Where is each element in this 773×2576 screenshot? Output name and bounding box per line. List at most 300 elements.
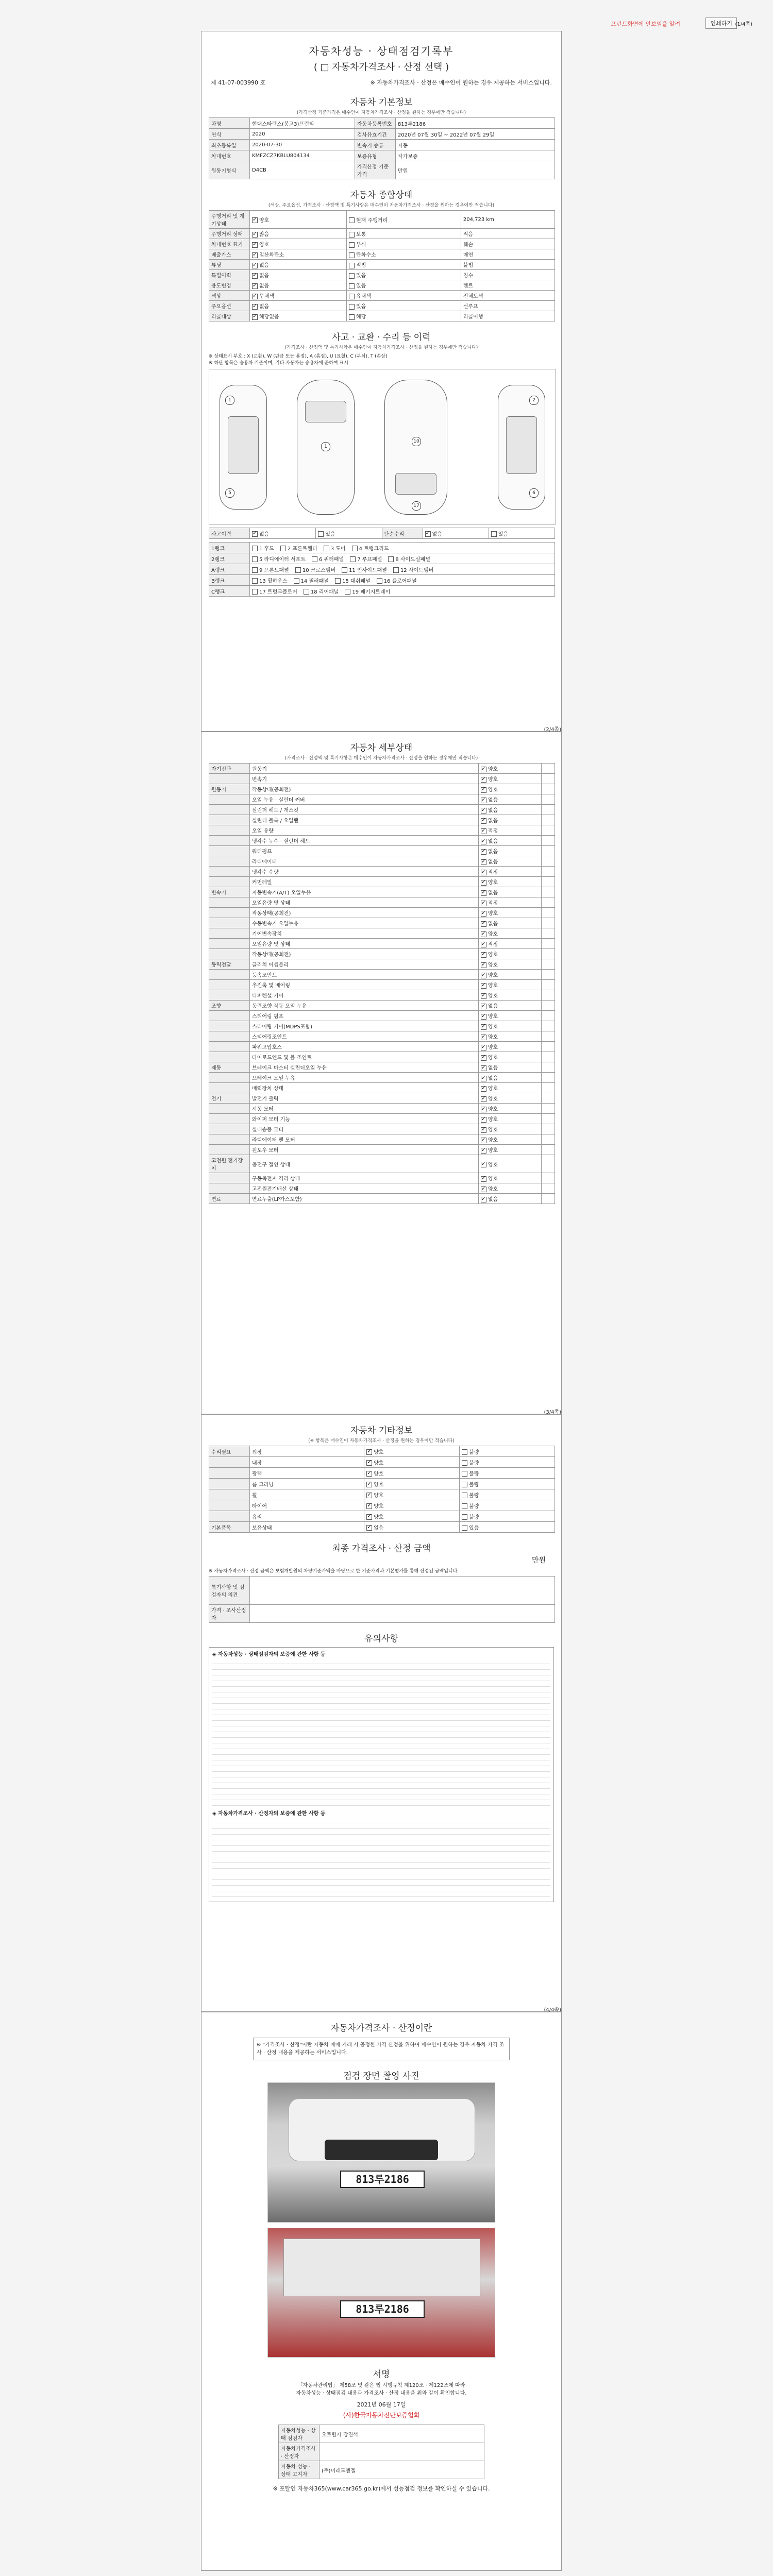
check-label: 없음 — [259, 273, 270, 279]
check-cell — [250, 280, 347, 291]
check-label: 양호 — [374, 1471, 384, 1477]
table-row — [209, 1062, 555, 1073]
table-cell — [542, 764, 555, 774]
table-cell: 휠 — [250, 1489, 364, 1500]
table-cell: 주행거리 및 계기상태 — [209, 211, 250, 229]
check-icon — [481, 1024, 486, 1030]
table-cell — [209, 1104, 250, 1114]
check-icon — [462, 1471, 467, 1477]
check-cell — [478, 1083, 541, 1093]
table-cell: 전체도색 — [461, 291, 554, 301]
check-cell — [347, 229, 461, 239]
table-cell: A랭크 — [209, 564, 250, 575]
check-icon — [491, 531, 497, 537]
check-label: 양호 — [488, 767, 498, 772]
basic-info-table — [209, 117, 555, 179]
check-icon — [481, 1148, 486, 1154]
check-icon — [388, 556, 394, 562]
check-icon — [366, 1482, 372, 1487]
table-row — [209, 1446, 555, 1457]
table-row — [209, 1114, 555, 1124]
check-label: 양호 — [488, 1035, 498, 1040]
table-cell — [209, 1114, 250, 1124]
table-cell: 원동기 — [209, 784, 250, 794]
check-cell — [364, 1457, 460, 1468]
table-cell — [209, 1073, 250, 1083]
table-cell — [542, 1104, 555, 1114]
table-cell — [209, 815, 250, 825]
table-cell: 냉각수 누수 · 실린더 헤드 — [250, 836, 479, 846]
table-row — [209, 1489, 555, 1500]
text-line — [212, 1790, 550, 1794]
check-icon — [252, 232, 258, 238]
check-label: 양호 — [259, 242, 270, 248]
table-cell: 고전원전기배선 상태 — [250, 1183, 479, 1194]
check-icon — [352, 546, 358, 551]
table-cell: 오토원카 강진석 — [320, 2425, 484, 2443]
check-cell — [478, 815, 541, 825]
check-icon — [481, 973, 486, 978]
doc-title: 자동차성능 · 상태점검기록부 — [309, 45, 454, 57]
table-cell: 차대번호 — [209, 150, 250, 161]
print-button[interactable]: 인쇄하기 — [705, 18, 737, 29]
check-icon — [481, 993, 486, 999]
table-cell: 스티어링 기어(MDPS포함) — [250, 1021, 479, 1031]
check-cell — [478, 1052, 541, 1062]
table-cell: 클러치 어셈블리 — [250, 959, 479, 970]
car-right-side — [498, 385, 545, 510]
table-row — [209, 270, 555, 280]
table-cell — [542, 1145, 555, 1155]
check-label: 없음 — [488, 818, 498, 824]
text-line — [212, 1773, 550, 1777]
table-cell: 연식 — [209, 129, 250, 140]
check-icon — [349, 242, 355, 248]
table-cell: 시동 모터 — [250, 1104, 479, 1114]
table-cell: KMFZCZ7KBLU804134 — [250, 150, 355, 161]
table-cell: 광택 — [250, 1468, 364, 1479]
table-cell — [542, 908, 555, 918]
table-cell — [542, 918, 555, 928]
check-icon — [481, 983, 486, 989]
check-cell — [460, 1446, 555, 1457]
table-cell: 타이어 — [250, 1500, 364, 1511]
check-icon — [335, 578, 341, 584]
table-cell — [209, 794, 250, 805]
check-label: 불량 — [469, 1471, 479, 1477]
table-row — [209, 129, 555, 140]
text-line — [212, 1745, 550, 1749]
check-icon — [366, 1460, 372, 1466]
panel-list — [250, 586, 555, 597]
check-cell — [478, 794, 541, 805]
check-icon — [349, 294, 355, 299]
table-cell: B랭크 — [209, 575, 250, 586]
table-row — [209, 897, 555, 908]
check-label: 양호 — [374, 1449, 384, 1455]
check-label: 없음 — [488, 921, 498, 927]
accident-sub: (가격조사 · 산정액 및 특기사항은 매수인이 자동차가격조사 · 산정을 원하는 경우에만 적습니다) — [284, 345, 478, 350]
text-line — [212, 1683, 550, 1687]
check-cell — [250, 239, 347, 249]
table-row — [209, 918, 555, 928]
text-line — [212, 1666, 550, 1670]
check-icon — [481, 1117, 486, 1123]
check-cell — [478, 774, 541, 784]
check-cell — [364, 1446, 460, 1457]
check-label: 불량 — [469, 1449, 479, 1455]
table-cell: 수동변속기 오일누유 — [250, 918, 479, 928]
text-line — [212, 1734, 550, 1738]
table-cell — [542, 980, 555, 990]
table-row — [209, 939, 555, 949]
text-line — [212, 1802, 550, 1806]
check-icon — [481, 1065, 486, 1071]
check-label: 양호 — [488, 1148, 498, 1154]
check-cell — [347, 260, 461, 270]
price-sub: ※ 자동차가격조사 · 산정 금액은 보험개발원의 차량기준가액을 바탕으로 한 기준가격과 기본평가를 통해 산정된 금액입니다. — [209, 1569, 459, 1574]
check-icon — [481, 952, 486, 958]
check-label: 적법 — [356, 263, 366, 268]
table-row — [209, 301, 555, 311]
table-row — [209, 553, 555, 564]
check-icon — [393, 567, 399, 573]
footer-note: ※ 포탈인 자동차365(www.car365.go.kr)에서 성능점검 정보를 확인하실 수 있습니다. — [273, 2485, 490, 2492]
text-line — [212, 1711, 550, 1715]
table-cell: 자동차성능 · 상태 점검자 — [279, 2425, 320, 2443]
table-cell: C랭크 — [209, 586, 250, 597]
table-cell: 스티어링 펌프 — [250, 1011, 479, 1021]
check-label: 무채색 — [259, 294, 274, 299]
plate-rear: 813루2186 — [340, 2300, 425, 2318]
check-icon — [377, 578, 382, 584]
text-line — [212, 1768, 550, 1772]
check-icon — [252, 589, 258, 595]
status-table — [209, 210, 555, 321]
check-label: 양호 — [488, 1055, 498, 1061]
check-icon — [481, 921, 486, 927]
check-cell — [347, 249, 461, 260]
table-cell — [542, 1021, 555, 1031]
check-icon — [349, 283, 355, 289]
table-cell: 브레이크 오일 누유 — [250, 1073, 479, 1083]
table-row — [209, 1173, 555, 1183]
table-row — [209, 260, 555, 270]
page-1 — [201, 31, 562, 732]
table-row — [209, 1104, 555, 1114]
text-line — [212, 1887, 550, 1891]
check-cell — [250, 229, 347, 239]
sign-org: (사)한국자동차진단보증협회 — [343, 2412, 420, 2419]
check-icon — [252, 283, 258, 289]
check-icon — [366, 1503, 372, 1509]
text-line — [212, 1705, 550, 1709]
panel-label: 11 인사이드패널 — [349, 567, 387, 573]
check-label: 양호 — [488, 787, 498, 793]
check-cell — [460, 1479, 555, 1489]
table-cell: 자동차가격조사 · 산정자 — [279, 2443, 320, 2461]
table-row — [209, 586, 555, 597]
table-cell: 2020-07-30 — [250, 140, 355, 150]
check-cell — [478, 1093, 541, 1104]
table-cell: 튜닝 — [209, 260, 250, 270]
table-row — [209, 1457, 555, 1468]
check-icon — [304, 589, 309, 595]
table-row — [209, 575, 555, 586]
table-cell: 연료누출(LP가스포함) — [250, 1194, 479, 1204]
table-cell: 용도변경 — [209, 280, 250, 291]
check-cell — [250, 260, 347, 270]
car-window — [506, 416, 537, 474]
table-row — [209, 1500, 555, 1511]
table-cell: 브레이크 마스터 실린더오일 누유 — [250, 1062, 479, 1073]
check-icon — [481, 1076, 486, 1081]
table-row — [209, 291, 555, 301]
check-label: 없음 — [488, 1076, 498, 1081]
table-cell: 등속조인트 — [250, 970, 479, 980]
table-cell: (주)미래드엔젤 — [320, 2461, 484, 2479]
check-icon — [462, 1493, 467, 1498]
table-cell: 주요옵션 — [209, 301, 250, 311]
check-icon — [349, 217, 355, 223]
basic-info-sub: (가격산정 기준가격은 매수인이 자동차가격조사 · 산정을 원하는 경우에만 적습니다) — [296, 110, 466, 115]
panel-label: 15 대쉬패널 — [342, 578, 371, 584]
table-cell: 침수 — [461, 270, 554, 280]
check-cell — [478, 990, 541, 1001]
other-sub: (※ 항목은 매수인이 자동차가격조사 · 산정을 원하는 경우에만 적습니다) — [308, 1438, 455, 1444]
check-cell — [460, 1500, 555, 1511]
check-label: 유채색 — [356, 294, 371, 299]
check-label: 적정 — [488, 828, 498, 834]
table-cell — [209, 1042, 250, 1052]
table-cell: 룸 크리닝 — [250, 1479, 364, 1489]
check-label: 없음 — [259, 304, 270, 310]
panel-label: 8 사이드실패널 — [395, 556, 430, 563]
panel-label: 1 후드 — [259, 546, 274, 552]
panel-label: 13 휠하우스 — [259, 578, 288, 584]
check-cell — [478, 846, 541, 856]
panel-label: 2 프론트휀더 — [287, 546, 317, 552]
text-line — [212, 1825, 550, 1829]
sign-title: 서명 — [373, 2369, 390, 2380]
text-line — [212, 1796, 550, 1800]
check-icon — [481, 818, 486, 824]
check-cell — [250, 291, 347, 301]
check-cell — [250, 211, 347, 229]
flag-accident: 사고이력 — [209, 528, 250, 539]
sign-text: 「자동차관리법」 제58조 및 같은 법 시행규칙 제120조 · 제122조에 따라 — [297, 2383, 465, 2388]
check-icon — [349, 304, 355, 310]
check-icon — [481, 931, 486, 937]
car-rear-window — [395, 473, 436, 495]
check-cell — [478, 1173, 541, 1183]
table-cell — [542, 990, 555, 1001]
check-icon — [481, 1176, 486, 1182]
table-row — [209, 311, 555, 321]
table-cell — [209, 867, 250, 877]
check-icon — [481, 839, 486, 844]
check-icon — [252, 556, 258, 562]
table-cell: 자가보증 — [395, 150, 554, 161]
other-table: 수리필요 외장 ✓ 양호 불량 내장 ✓ 양호 불량 광택 ✓ 양호 불량 룸 크리닝 ✓ 양호 불량 휠 ✓ 양호 불량 타이어 ✓ 양호 불량 유리 ✓ 양호 불량 기본품목 보유상태 ✓ 없음 있음 — [209, 1446, 555, 1533]
check-cell — [478, 918, 541, 928]
check-label: 부식 — [356, 242, 366, 248]
car-diagram — [209, 369, 556, 524]
table-cell: 냉각수 수량 — [250, 867, 479, 877]
table-cell: 충전구 절연 상태 — [250, 1155, 479, 1173]
table-cell — [542, 1183, 555, 1194]
table-row — [209, 959, 555, 970]
check-label: 없음 — [488, 1004, 498, 1009]
check-cell — [478, 1062, 541, 1073]
check-label: 양호 — [259, 217, 270, 224]
table-row — [209, 140, 555, 150]
check-cell — [347, 301, 461, 311]
table-cell: 고전원 전기장치 — [209, 1155, 250, 1173]
table-cell: 구동축전지 격리 상태 — [250, 1173, 479, 1183]
text-line — [212, 1694, 550, 1698]
check-label: 양호 — [488, 1086, 498, 1092]
sign-table — [278, 2425, 484, 2479]
intro-text: ※ "가격조사 · 산정"이란 자동차 매매 거래 시 공정한 가격 산정을 위하여 매수인이 원하는 경우 자동차 가격 조사 · 산정 내용을 제공하는 서비스입니다. — [257, 2042, 505, 2056]
check-icon — [481, 777, 486, 783]
sign-text-2: 자동차성능 · 상태점검 내용과 가격조사 · 산정 내용을 위와 같이 확인합니다. — [296, 2391, 467, 2396]
table-cell: D4CB — [250, 161, 355, 179]
table-cell — [542, 774, 555, 784]
table-cell: 발전기 출력 — [250, 1093, 479, 1104]
table-row — [209, 980, 555, 990]
table-cell: 색상 — [209, 291, 250, 301]
check-label: 양호 — [488, 1096, 498, 1102]
check-cell — [250, 301, 347, 311]
check-icon — [462, 1460, 467, 1466]
table-cell: 리콜대상 — [209, 311, 250, 321]
table-cell: 라디에이터 — [250, 856, 479, 867]
check-cell — [478, 1104, 541, 1114]
price-title: 최종 가격조사 · 산정 금액 — [332, 1544, 431, 1554]
table-cell: 작동상태(공회전) — [250, 908, 479, 918]
panel-list — [250, 553, 555, 564]
accident-title: 사고 · 교환 · 수리 등 이력 — [332, 332, 431, 343]
panel-label: 16 플로어패널 — [383, 578, 417, 584]
check-cell — [460, 1489, 555, 1500]
check-label: 양호 — [488, 1138, 498, 1143]
table-cell — [209, 774, 250, 784]
table-cell: 선루프 — [461, 301, 554, 311]
table-cell — [209, 897, 250, 908]
table-cell — [320, 2443, 484, 2461]
panel-label: 12 사이드멤버 — [400, 567, 434, 573]
text-line — [212, 1728, 550, 1732]
table-cell: 변속기 — [209, 887, 250, 897]
notice-box — [209, 1647, 554, 1902]
intro-title: 자동차가격조사 · 산정이란 — [330, 2023, 432, 2033]
table-cell: 2랭크 — [209, 553, 250, 564]
table-cell: 자기진단 — [209, 764, 250, 774]
table-cell — [209, 990, 250, 1001]
text-line — [212, 1853, 550, 1857]
table-cell: 동력조향 작동 오일 누유 — [250, 1001, 479, 1011]
table-cell: 오일 유량 — [250, 825, 479, 836]
text-line — [212, 1739, 550, 1743]
table-cell: 주행거리 상태 — [209, 229, 250, 239]
check-label: 불량 — [469, 1493, 479, 1499]
check-cell — [478, 836, 541, 846]
check-icon — [366, 1525, 372, 1531]
table-cell — [542, 970, 555, 980]
check-cell — [478, 1155, 541, 1173]
page-2 — [201, 727, 562, 1414]
table-cell — [209, 1083, 250, 1093]
table-row — [209, 867, 555, 877]
table-cell: 차명 — [209, 118, 250, 129]
table-cell: 현대스타렉스(봉고3)프런티 — [250, 118, 355, 129]
table-cell: 디퍼렌셜 기어 — [250, 990, 479, 1001]
photo-rear — [267, 2228, 495, 2358]
table-cell — [542, 897, 555, 908]
table-cell — [542, 1114, 555, 1124]
doc-number: 제 41-07-003990 호 — [211, 79, 266, 86]
check-icon — [324, 546, 329, 551]
table-cell — [542, 856, 555, 867]
text-line — [212, 1677, 550, 1681]
table-cell: 자동차 성능 · 상태 고지자 — [279, 2461, 320, 2479]
table-cell — [542, 1011, 555, 1021]
check-cell — [250, 270, 347, 280]
table-cell: 렌트 — [461, 280, 554, 291]
table-row — [209, 1468, 555, 1479]
check-label: 탄화수소 — [356, 252, 376, 258]
other-title: 자동차 기타정보 — [350, 1426, 413, 1436]
check-icon — [481, 828, 486, 834]
check-cell — [250, 249, 347, 260]
text-line — [212, 1859, 550, 1863]
text-line — [212, 1779, 550, 1783]
check-label: 양호 — [374, 1460, 384, 1466]
table-row — [209, 211, 555, 229]
table-row — [209, 543, 555, 553]
text-line — [212, 1870, 550, 1874]
table-cell: 추진축 및 베어링 — [250, 980, 479, 990]
car-top-front — [297, 380, 355, 515]
table-cell — [542, 887, 555, 897]
table-cell: 최초등록일 — [209, 140, 250, 150]
check-label: 양호 — [374, 1514, 384, 1520]
check-cell — [478, 1011, 541, 1021]
check-icon — [481, 870, 486, 875]
table-row — [209, 1031, 555, 1042]
table-cell — [209, 1031, 250, 1042]
table-cell — [542, 815, 555, 825]
check-cell — [347, 311, 461, 321]
page-4 — [201, 2007, 562, 2571]
check-icon — [481, 1162, 486, 1167]
check-icon — [481, 890, 486, 896]
car-left-side — [220, 385, 267, 510]
table-cell — [542, 877, 555, 887]
panel-label: 3 도어 — [330, 546, 346, 552]
check-cell — [347, 280, 461, 291]
table-cell — [209, 1183, 250, 1194]
check-label: 없음 — [488, 859, 498, 865]
detail-sub: (가격조사 · 산정액 및 특기사항은 매수인이 자동차가격조사 · 산정을 원하는 경우에만 적습니다) — [284, 756, 478, 761]
check-icon — [252, 263, 258, 268]
sign-date: 2021년 06월 17일 — [357, 2401, 406, 2408]
photo-title: 점검 장면 촬영 사진 — [343, 2071, 419, 2081]
check-icon — [252, 314, 258, 320]
panel-marker: 1 — [321, 442, 330, 451]
table-row — [209, 1124, 555, 1134]
